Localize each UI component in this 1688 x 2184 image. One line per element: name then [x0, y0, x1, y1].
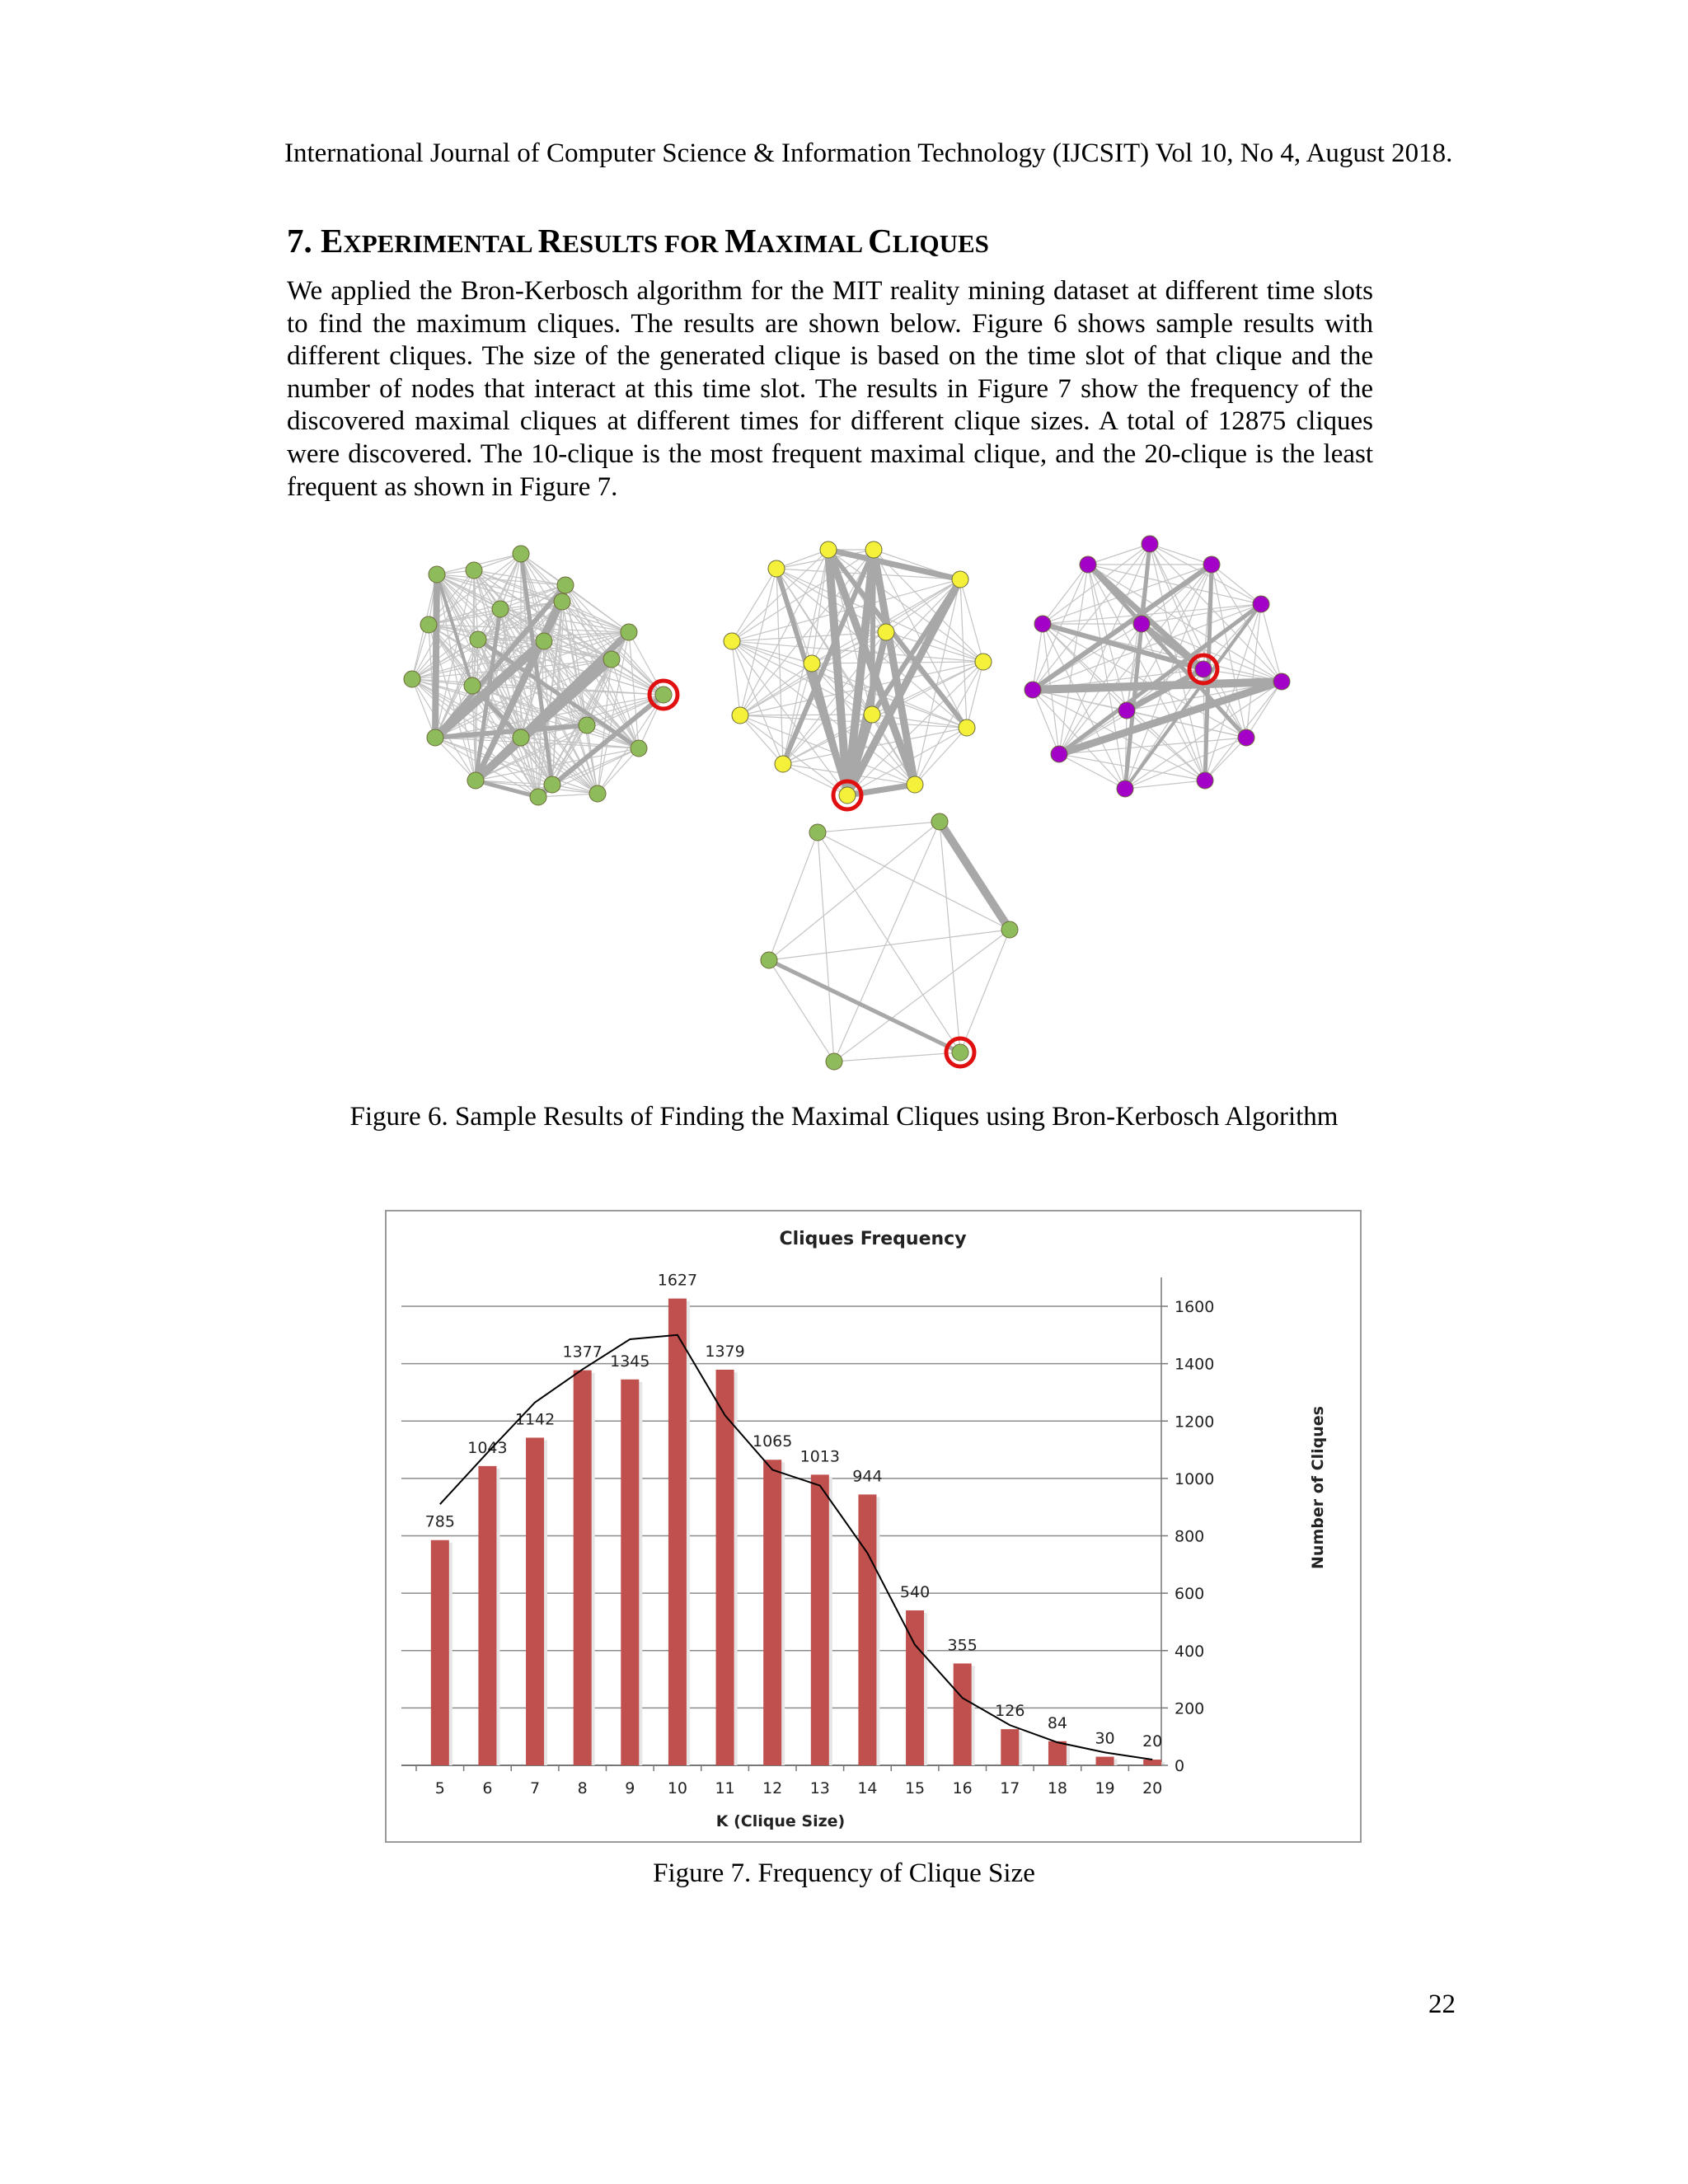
data-label: 1345	[610, 1352, 650, 1371]
green-graph-node	[467, 772, 484, 789]
yellow-graph-edge	[967, 662, 983, 728]
green-graph-node	[557, 577, 574, 593]
small-graph-node	[931, 813, 948, 830]
yellow-graph-node	[804, 655, 820, 672]
bar	[1001, 1729, 1019, 1765]
green-graph-edge	[565, 585, 629, 632]
green-graph-node	[513, 546, 529, 562]
bar	[1143, 1760, 1161, 1765]
data-label: 785	[424, 1512, 455, 1531]
bar	[478, 1466, 496, 1765]
figure-6-clique-graphs	[379, 532, 1335, 1100]
bar	[668, 1299, 687, 1765]
x-tick-label: 10	[667, 1779, 688, 1797]
bar	[574, 1371, 592, 1765]
yellow-graph-node	[952, 571, 968, 588]
green-graph-node	[530, 789, 546, 805]
x-tick-label: 19	[1095, 1779, 1115, 1797]
yellow-graph-node	[724, 633, 740, 649]
x-tick-label: 7	[530, 1779, 541, 1797]
bar	[1048, 1741, 1067, 1765]
x-tick-label: 18	[1047, 1779, 1068, 1797]
green-graph-node	[466, 562, 482, 579]
small-graph-node	[761, 952, 777, 968]
small-graph-node	[826, 1053, 842, 1070]
green-graph-node	[603, 651, 620, 668]
small-graph-edge	[818, 822, 940, 832]
purple-graph-node	[1117, 780, 1133, 797]
section-title-word-2: RESULTS FOR	[537, 222, 725, 260]
y-tick-label: 0	[1175, 1757, 1185, 1775]
purple-graph-node	[1133, 616, 1150, 632]
green-graph-node	[513, 729, 529, 746]
yellow-graph-node	[864, 706, 880, 723]
green-graph-node	[621, 624, 637, 640]
purple-graph-node	[1253, 596, 1269, 612]
green-graph-edge	[612, 659, 663, 695]
section-title-word-3: MAXIMAL	[724, 222, 869, 260]
yellow-graph-edge	[740, 715, 783, 764]
data-label: 20	[1142, 1732, 1163, 1751]
data-label: 1379	[705, 1342, 745, 1361]
green-graph-edge	[538, 794, 598, 797]
small-graph-edge	[834, 1052, 960, 1062]
data-label: 540	[899, 1583, 931, 1602]
purple-graph-strong-edge	[1125, 544, 1150, 789]
x-tick-label: 5	[434, 1779, 445, 1797]
data-label: 1627	[657, 1271, 698, 1290]
x-tick-label: 8	[577, 1779, 588, 1797]
purple-graph-node	[1142, 536, 1158, 552]
green-graph-node	[554, 593, 570, 610]
yellow-graph-strong-edge	[872, 550, 874, 715]
purple-graph-edge	[1142, 604, 1261, 624]
figure-6-caption: Figure 6. Sample Results of Finding the Maximal Cliques using Bron-Kerbosch Algorithm	[349, 1102, 1339, 1132]
yellow-graph-node	[768, 560, 785, 577]
x-tick-label: 6	[482, 1779, 493, 1797]
y-tick-label: 600	[1175, 1585, 1205, 1604]
yellow-graph-node	[732, 707, 748, 724]
small-graph-node	[952, 1044, 968, 1061]
green-graph-node	[470, 631, 486, 648]
purple-graph-node	[1197, 772, 1213, 789]
small-graph-edge	[818, 832, 834, 1062]
bar	[431, 1540, 449, 1765]
y-tick-label: 200	[1175, 1699, 1205, 1718]
green-graph-node	[579, 717, 595, 733]
x-axis-label: K (Clique Size)	[715, 1812, 846, 1830]
bar	[1096, 1757, 1114, 1765]
yellow-graph-node	[878, 624, 894, 640]
green-graph-node	[536, 633, 552, 649]
x-tick-label: 9	[625, 1779, 635, 1797]
y-tick-label: 800	[1175, 1527, 1205, 1546]
purple-graph-node	[1195, 661, 1212, 677]
green-graph-node	[631, 740, 647, 757]
figure-7-caption: Figure 7. Frequency of Clique Size	[653, 1858, 1035, 1888]
purple-graph-node	[1203, 556, 1220, 573]
data-label: 1377	[562, 1343, 603, 1361]
data-label: 1043	[467, 1438, 508, 1457]
bar	[858, 1494, 876, 1765]
running-header: International Journal of Computer Science & Information Technology (IJCSIT) Vol 10, No 4, August 2018.	[284, 138, 1453, 168]
clique-graph-yellow	[724, 541, 992, 809]
bar	[621, 1380, 639, 1765]
purple-graph-node	[1080, 556, 1096, 573]
x-tick-label: 14	[857, 1779, 878, 1797]
green-graph-node	[429, 566, 445, 583]
green-graph-node	[492, 601, 509, 617]
purple-graph-node	[1051, 746, 1067, 762]
small-graph-node	[809, 824, 826, 841]
x-tick-label: 13	[809, 1779, 830, 1797]
figure-7-chart-frame	[385, 1210, 1362, 1843]
bar	[763, 1460, 781, 1765]
green-graph-node	[404, 671, 420, 687]
purple-graph-node	[1238, 729, 1254, 746]
x-tick-label: 20	[1142, 1779, 1163, 1797]
yellow-graph-node	[820, 541, 837, 558]
purple-graph-strong-edge	[1088, 565, 1246, 738]
yellow-graph-node	[959, 719, 975, 736]
page-number: 22	[1428, 1990, 1456, 2019]
data-label: 84	[1047, 1713, 1068, 1732]
purple-graph-edge	[1212, 565, 1246, 738]
clique-graph-green	[404, 546, 678, 805]
y-tick-label: 1400	[1175, 1355, 1215, 1374]
data-label: 1013	[799, 1447, 840, 1466]
data-label: 1065	[753, 1432, 793, 1451]
chart-title: Cliques Frequency	[779, 1229, 967, 1249]
green-graph-node	[544, 776, 560, 793]
section-title	[287, 221, 989, 260]
x-tick-label: 15	[904, 1779, 926, 1797]
yellow-graph-node	[839, 787, 856, 804]
small-graph-edge	[769, 822, 940, 960]
data-label: 355	[947, 1636, 978, 1655]
section-title-word-4: CLIQUES	[868, 222, 989, 260]
green-graph-node	[420, 616, 437, 633]
section-number: 7.	[287, 222, 312, 260]
purple-graph-edge	[1125, 780, 1205, 789]
yellow-graph-node	[907, 776, 923, 793]
small-graph-edge	[769, 930, 1010, 960]
green-graph-strong-edge	[435, 574, 437, 738]
green-graph-node	[427, 729, 443, 746]
green-graph-edge	[474, 570, 565, 585]
green-graph-node	[589, 785, 606, 802]
small-graph-edge	[834, 822, 940, 1062]
yellow-graph-node	[775, 756, 791, 772]
purple-graph-edge	[1205, 738, 1246, 780]
bar	[716, 1370, 734, 1765]
section-title-word-1: EXPERIMENTAL	[321, 222, 538, 260]
data-label: 1142	[514, 1410, 556, 1429]
x-tick-label: 16	[952, 1779, 973, 1797]
purple-graph-node	[1034, 616, 1051, 632]
x-tick-label: 11	[715, 1779, 735, 1797]
clique-graph-small	[761, 813, 1018, 1070]
x-tick-label: 12	[762, 1779, 783, 1797]
y-tick-label: 1000	[1175, 1469, 1215, 1488]
body-paragraph: We applied the Bron-Kerbosch algorithm for the MIT reality mining dataset at different time slots to find the maximum cliques. The results are shown below. Figure 6 shows sample results with different cliques. The size of the generated clique is based on the time slot of that clique and the number of nodes that interact at this time slot. The results in Figure 7 show the frequency of the discovered maximal cliques at different times for different clique sizes. A total of 12875 cliques were discovered. The 10-clique is the most frequent maximal clique, and the 20-clique is the least frequent as shown in Figure 7.	[287, 276, 1373, 502]
green-graph-node	[655, 687, 672, 703]
bar	[954, 1663, 972, 1765]
data-label: 126	[995, 1702, 1025, 1721]
small-graph-strong-edge	[940, 822, 1010, 930]
y-axis-label: Number of Cliques	[1309, 1406, 1327, 1569]
yellow-graph-node	[975, 654, 992, 670]
purple-graph-node	[1273, 673, 1290, 690]
green-graph-node	[464, 677, 481, 694]
y-tick-label: 400	[1175, 1642, 1205, 1661]
purple-graph-node	[1025, 682, 1041, 698]
purple-graph-edge	[1059, 754, 1125, 789]
bar	[526, 1437, 544, 1765]
cliques-frequency-chart	[387, 1212, 1363, 1844]
y-tick-label: 1200	[1175, 1413, 1215, 1432]
x-tick-label: 17	[1000, 1779, 1020, 1797]
data-label: 30	[1095, 1729, 1115, 1748]
purple-graph-edge	[1088, 544, 1150, 565]
data-label: 944	[852, 1467, 883, 1486]
yellow-graph-node	[865, 541, 882, 558]
purple-graph-node	[1118, 702, 1135, 719]
small-graph-node	[1001, 921, 1018, 938]
bar	[811, 1474, 829, 1765]
purple-graph-edge	[1261, 604, 1282, 682]
y-tick-label: 1600	[1175, 1298, 1215, 1316]
clique-graph-purple	[1025, 536, 1290, 797]
